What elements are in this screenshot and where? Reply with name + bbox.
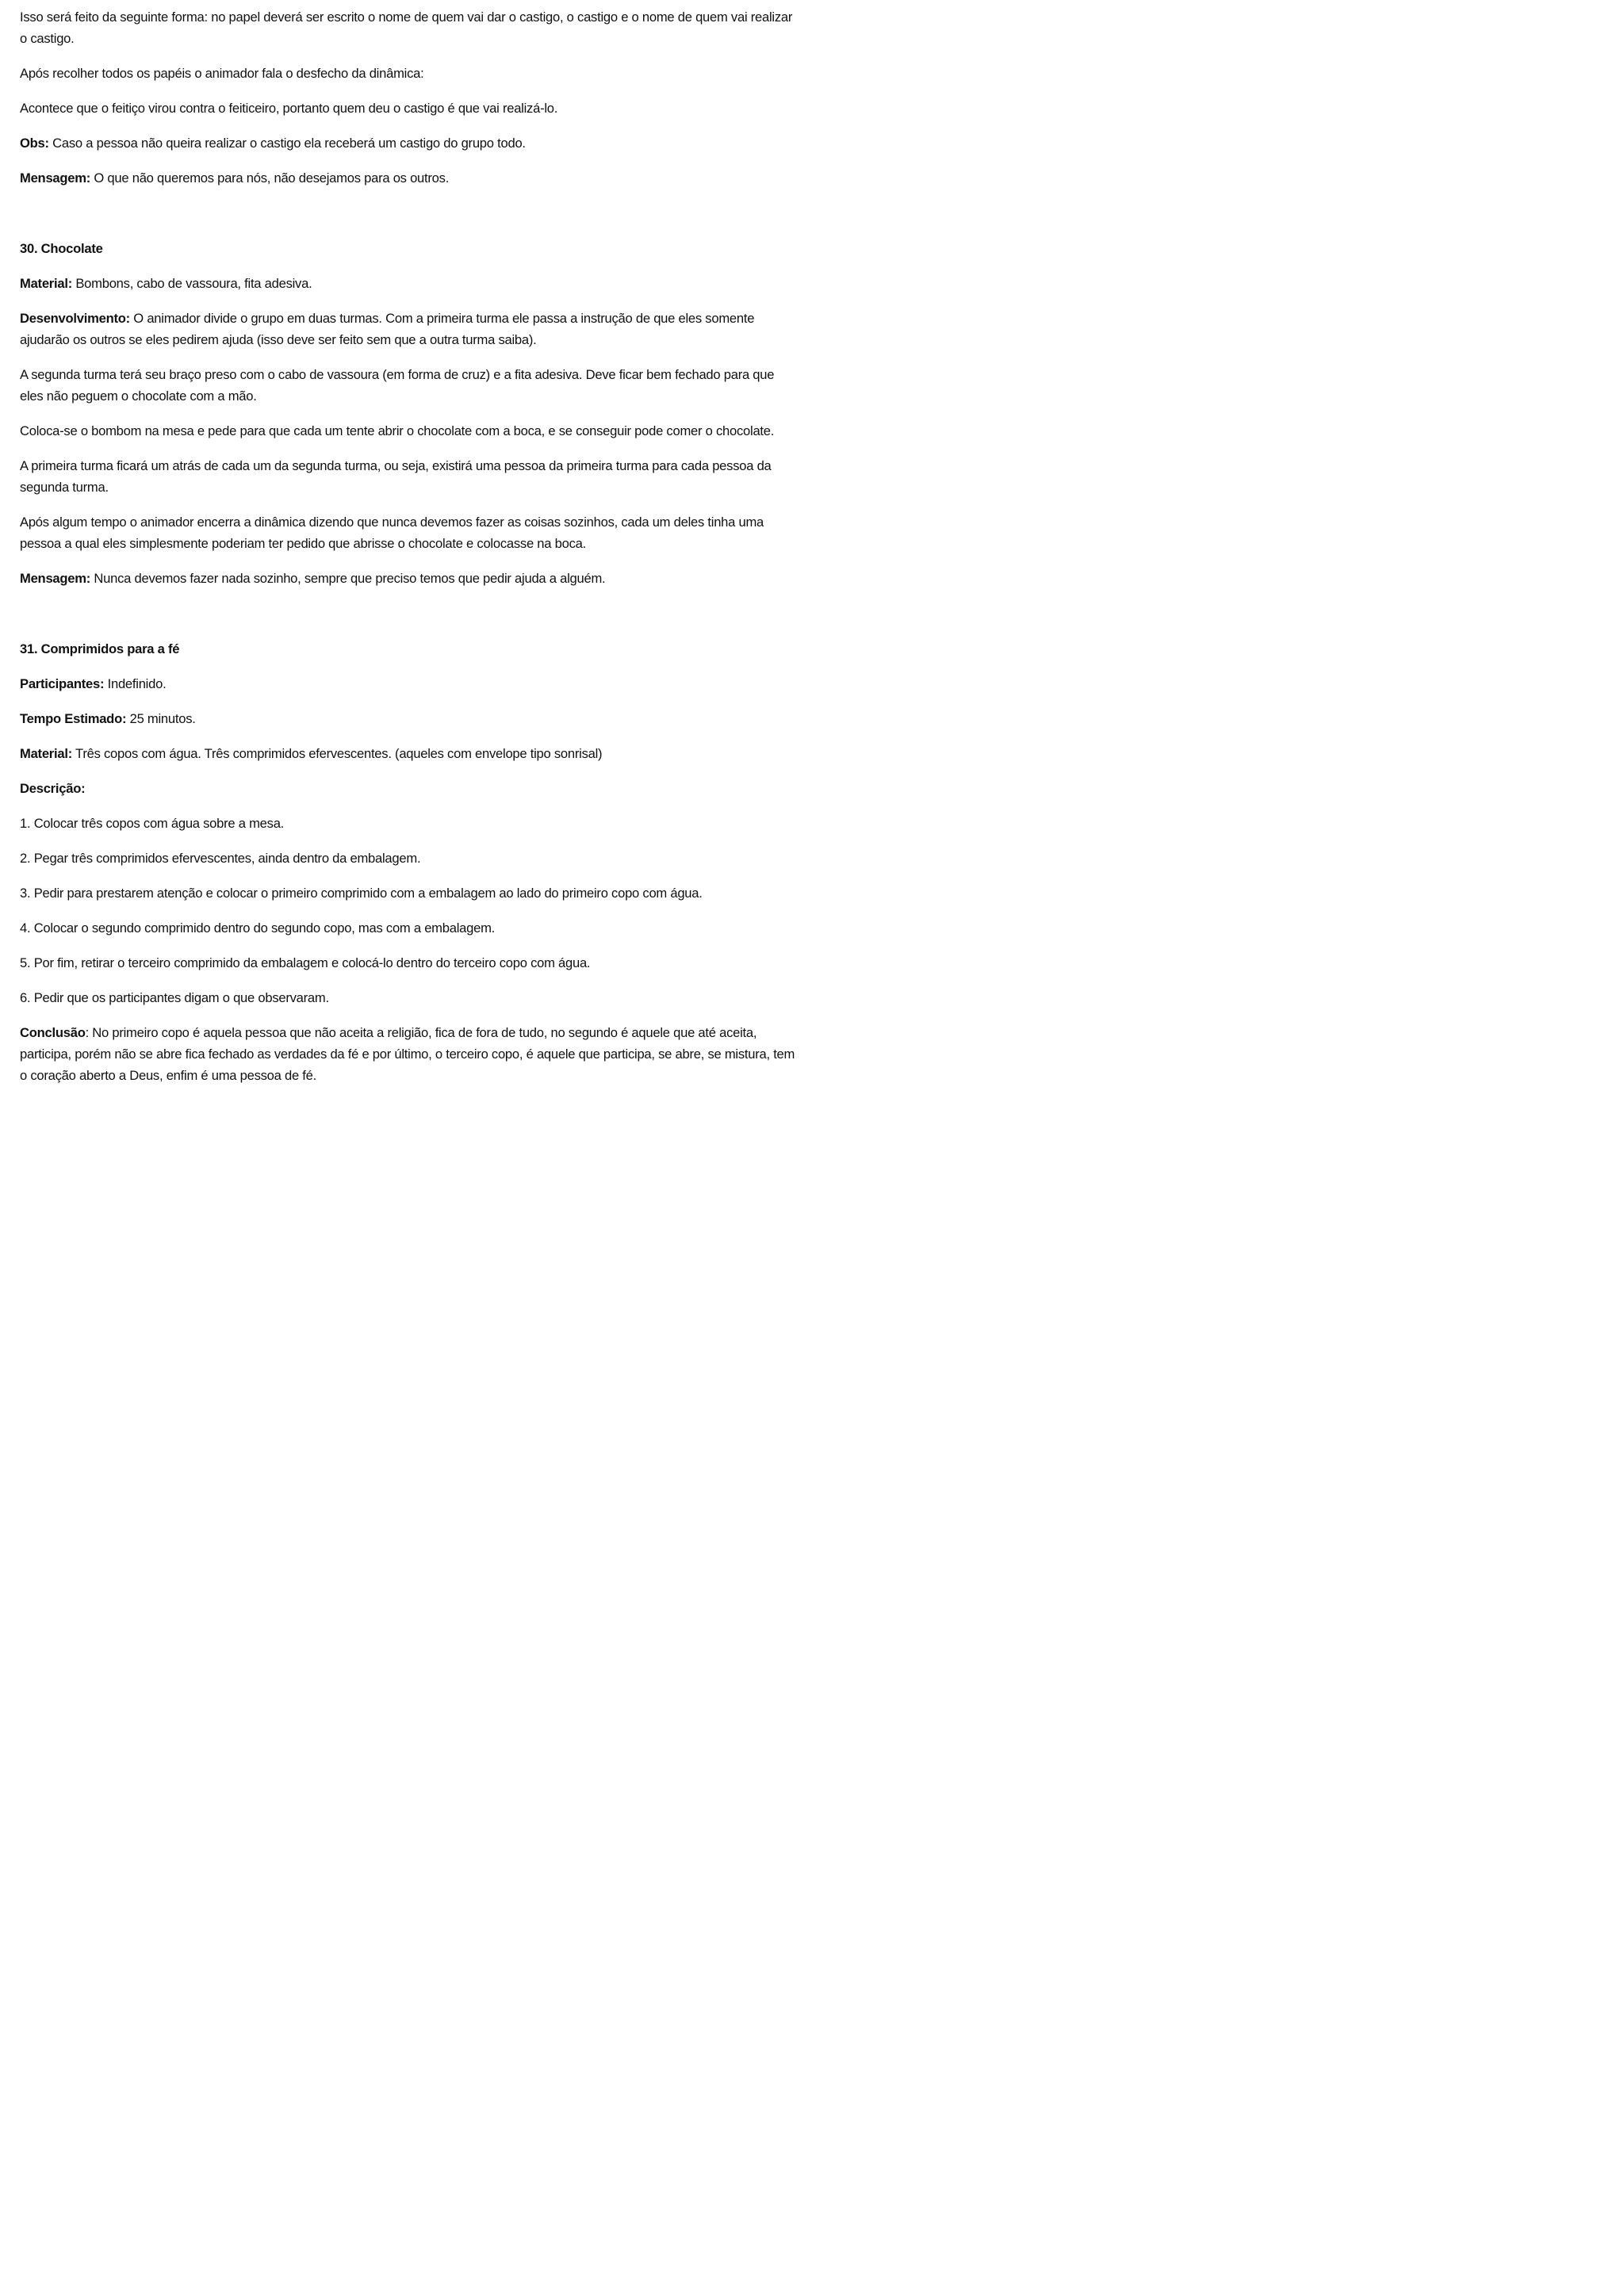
material-paragraph	[20, 743, 795, 764]
body-paragraph: A primeira turma ficará um atrás de cada um da segunda turma, ou seja, existirá uma pessoa da primeira turma para cada pessoa da segunda turma.	[20, 458, 772, 495]
conclusion-paragraph	[20, 1022, 795, 1086]
estimated-time-text: 25 minutos.	[126, 711, 196, 726]
material-label: Material:	[20, 746, 72, 761]
body-paragraph: Coloca-se o bombom na mesa e pede para que cada um tente abrir o chocolate com a boca, e se conseguir pode comer o chocolate.	[20, 423, 775, 438]
obs-paragraph	[20, 132, 795, 154]
conclusion-text: : No primeiro copo é aquela pessoa que não aceita a religião, fica de fora de tudo, no segundo é aquele que até aceita, participa, porém não se abre fica fechado as verdades da fé e por último, o terceiro copo, é aquele que participa, se abre, se mistura, tem o coração aberto a Deus, enfim é uma pessoa de fé.	[20, 1025, 795, 1083]
material-label: Material:	[20, 276, 72, 291]
development-label: Desenvolvimento:	[20, 311, 130, 326]
document-page	[20, 6, 795, 1086]
step-item: 1. Colocar três copos com água sobre a mesa.	[20, 816, 285, 831]
description-heading: Descrição:	[20, 781, 86, 796]
participants-paragraph	[20, 673, 795, 695]
step-item: 3. Pedir para prestarem atenção e colocar o primeiro comprimido com a embalagem ao lado do primeiro copo com água.	[20, 886, 703, 901]
material-text: Bombons, cabo de vassoura, fita adesiva.	[72, 276, 312, 291]
estimated-time-paragraph	[20, 708, 795, 729]
message-paragraph	[20, 568, 795, 589]
message-text: Nunca devemos fazer nada sozinho, sempre que preciso temos que pedir ajuda a alguém.	[90, 571, 606, 586]
message-label: Mensagem:	[20, 571, 91, 586]
development-text: O animador divide o grupo em duas turmas. Com a primeira turma ele passa a instrução de que eles somente ajudarão os outros se eles pedirem ajuda (isso deve ser feito sem que a outra turma saiba).	[20, 311, 755, 347]
conclusion-label: Conclusão	[20, 1025, 86, 1040]
development-paragraph	[20, 308, 795, 350]
intro-paragraph: Acontece que o feitiço virou contra o feiticeiro, portanto quem deu o castigo é que vai realizá-lo.	[20, 101, 558, 116]
obs-text: Caso a pessoa não queira realizar o castigo ela receberá um castigo do grupo todo.	[48, 136, 526, 151]
step-item: 2. Pegar três comprimidos efervescentes, ainda dentro da embalagem.	[20, 851, 421, 866]
section-30-title: 30. Chocolate	[20, 241, 103, 256]
message-label: Mensagem:	[20, 170, 91, 186]
intro-paragraph: Após recolher todos os papéis o animador fala o desfecho da dinâmica:	[20, 66, 424, 81]
estimated-time-label: Tempo Estimado:	[20, 711, 127, 726]
message-paragraph	[20, 167, 795, 189]
message-text: O que não queremos para nós, não desejamos para os outros.	[90, 170, 450, 186]
body-paragraph: A segunda turma terá seu braço preso com o cabo de vassoura (em forma de cruz) e a fita adesiva. Deve ficar bem fechado para que eles não peguem o chocolate com a mão.	[20, 367, 775, 404]
body-paragraph: Após algum tempo o animador encerra a dinâmica dizendo que nunca devemos fazer as coisas sozinhos, cada um deles tinha uma pessoa a qual eles simplesmente poderiam ter pedido que abrisse o chocolate e colocasse na boca.	[20, 515, 764, 551]
section-31-title: 31. Comprimidos para a fé	[20, 641, 180, 656]
participants-text: Indefinido.	[104, 676, 167, 691]
intro-paragraph: Isso será feito da seguinte forma: no papel deverá ser escrito o nome de quem vai dar o castigo, o castigo e o nome de quem vai realizar o castigo.	[20, 10, 793, 46]
step-item: 4. Colocar o segundo comprimido dentro do segundo copo, mas com a embalagem.	[20, 920, 496, 936]
step-item: 6. Pedir que os participantes digam o que observaram.	[20, 990, 329, 1005]
step-item: 5. Por fim, retirar o terceiro comprimido da embalagem e colocá-lo dentro do terceiro copo com água.	[20, 955, 591, 970]
material-paragraph	[20, 273, 795, 294]
obs-label: Obs:	[20, 136, 49, 151]
material-text: Três copos com água. Três comprimidos efervescentes. (aqueles com envelope tipo sonrisal)	[72, 746, 603, 761]
participants-label: Participantes:	[20, 676, 105, 691]
